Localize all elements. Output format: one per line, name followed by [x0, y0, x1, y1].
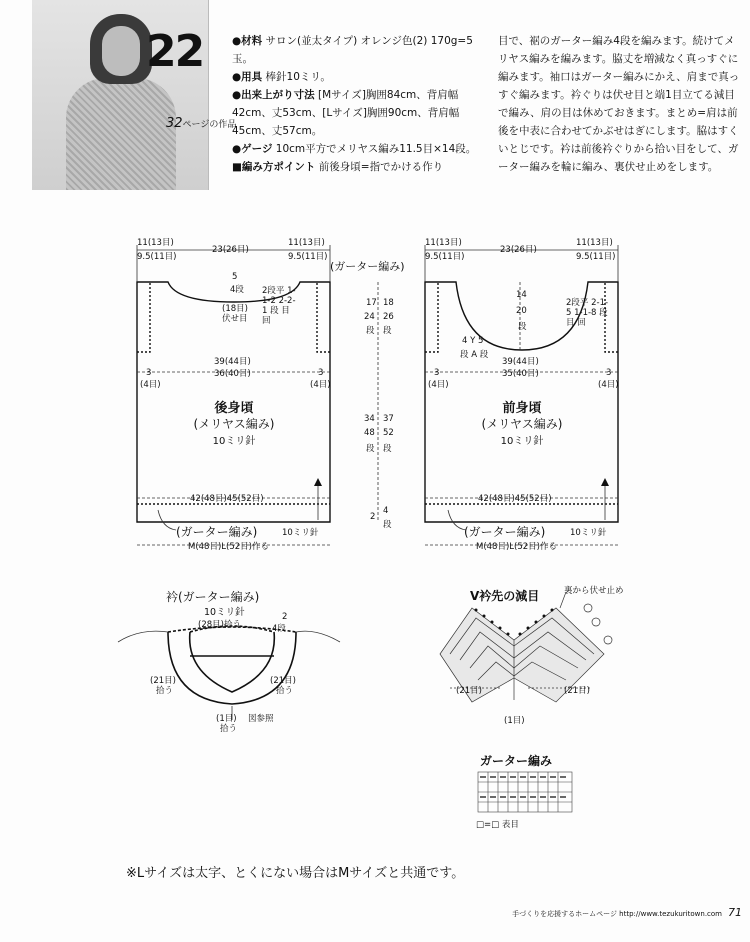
front-needle: 10ミリ針 [500, 436, 544, 447]
vneck-marker-1 [584, 604, 592, 612]
back-hem-width: 42(48目)45(52目) [190, 494, 264, 504]
points-text: 前後身頃=指でかける作り [318, 161, 444, 173]
front-hem-width: 42(48目)45(52目) [478, 494, 552, 504]
arm-label-f: 段 [383, 326, 392, 336]
body-label-a: 34 [364, 414, 375, 424]
back-top-right-label: 11(13目) [288, 238, 325, 248]
size-label: ●出来上がり寸法 [232, 89, 315, 101]
page-ref-number: 32 [166, 116, 183, 131]
body-label-c: 48 [364, 428, 375, 438]
hem-label-a: 2 [370, 512, 376, 522]
collar-right-pick-2: 拾う [276, 686, 294, 696]
body-label-f: 段 [383, 444, 392, 454]
vneck-left-label: (21目) [456, 686, 482, 696]
back-top-mid-label: 23(26目) [212, 245, 249, 255]
front-top-left-label: 11(13目) [425, 238, 462, 248]
front-hem-label: (ガーター編み) [464, 525, 546, 539]
front-hem-needle: 10ミリ針 [570, 528, 607, 538]
front-side-right: 3 [606, 368, 612, 378]
collar-left-pick: (21目) [150, 676, 176, 686]
vneck-marker-2 [592, 618, 600, 626]
front-top-left-label-2: 9.5(11目) [425, 252, 465, 262]
back-side-right-2: (4目) [310, 380, 331, 390]
vneck-center-label: (1目) [504, 716, 525, 726]
vneck-title: V衿先の減目 [470, 589, 540, 603]
hem-label-b: 4 [383, 506, 389, 516]
vneck-right-label: (21目) [564, 686, 590, 696]
front-width-l: 39(44目) [502, 357, 539, 367]
arm-label-d: 26 [383, 312, 394, 322]
back-top-right-label-2: 9.5(11目) [288, 252, 328, 262]
front-neck-decrease: 2段平 2-1-5 1-1-8 段 目 回 [566, 298, 609, 328]
body-label-b: 37 [383, 414, 394, 424]
tools-label: ●用具 [232, 71, 263, 83]
body-label-d: 52 [383, 428, 394, 438]
front-side-rows: 4 Y 5 [462, 336, 484, 346]
front-arrow-head [601, 478, 609, 486]
back-width-m: 36(40目) [214, 369, 251, 379]
vneck-marker-3 [604, 636, 612, 644]
front-neck-rows: 段 [518, 322, 527, 332]
bottom-note: ※Lサイズは太字、とくにない場合はMサイズと共通です。 [126, 866, 465, 881]
front-neck-depth: 14 [516, 290, 527, 300]
arm-label-e: 段 [366, 326, 375, 336]
collar-right-lead [296, 631, 340, 642]
points-label: ■編み方ポイント [232, 161, 316, 173]
collar-title: 衿(ガーター編み) [166, 590, 260, 604]
front-cast-on: M(48目)L(52目)作る [476, 542, 557, 552]
front-top-right-label: 11(13目) [576, 238, 613, 248]
collar-left-pick-2: 拾う [156, 686, 174, 696]
back-side-left-2: (4目) [140, 380, 161, 390]
front-side-rows-2: 段 A 段 [460, 350, 489, 360]
back-hem-pointer [158, 510, 176, 530]
collar-ref: 図参照 [248, 714, 274, 724]
hem-label-c: 段 [383, 520, 392, 530]
garter-chart-grid [478, 772, 572, 812]
back-neck-depth: 5 [232, 272, 238, 282]
garter-chart-legend: □=□ 表目 [476, 820, 519, 830]
instructions-text: 目で、裾のガーター編み4段を編みます。続けてメリヤス編みを編みます。脇丈を増減なく真っすぐに編みます。袖口はガーター編みにかえ、肩まで真っすぐ編みます。衿ぐりは伏せ目と端1目立てる減目で編み、肩の目は休めておきます。まとめ=肩は前後を中表に合わせてかぶせはぎにします。脇はすくいとじです。衿は前後衿ぐりから拾い目をして、ガーター編みを輪に編み、裏伏せ止めをします。 [498, 35, 740, 173]
gauge-text: 10cm平方でメリヤス編み11.5目×14段。 [275, 143, 477, 155]
collar-left-lead [118, 631, 168, 642]
back-hem-needle: 10ミリ針 [282, 528, 319, 538]
page-number: 71 [728, 906, 742, 919]
front-neck-depth-2: 20 [516, 306, 527, 316]
back-needle: 10ミリ針 [212, 436, 256, 447]
size-text: [Mサイズ]胸囲84cm、背肩幅42cm、丈53cm、[Lサイズ]胸囲90cm、背肩幅45cm、丈57cm。 [232, 89, 460, 137]
front-width-m: 35(40目) [502, 369, 539, 379]
body-label-e: 段 [366, 444, 375, 454]
front-title: 前身頃 [502, 401, 542, 416]
back-armhole-right [317, 282, 330, 352]
back-side-left: 3 [146, 368, 152, 378]
collar-back-pick: (28目)拾う [198, 620, 241, 630]
collar-rows-2: 4段 [272, 624, 286, 634]
back-bind-off-2: 伏せ目 [222, 314, 248, 324]
materials-label: ●材料 [232, 35, 263, 47]
collar-needle: 10ミリ針 [204, 607, 245, 618]
back-neck-decrease: 2段平 1-1-2 2-2-1 段 目 回 [262, 286, 296, 326]
front-stitch: (メリヤス編み) [481, 417, 563, 431]
back-side-right: 3 [318, 368, 324, 378]
back-armhole-left [137, 282, 150, 352]
front-side-left-2: (4目) [428, 380, 449, 390]
footer [0, 906, 742, 919]
front-side-right-2: (4目) [598, 380, 619, 390]
arm-label-a: 17 [366, 298, 377, 308]
front-armhole-left [425, 282, 438, 352]
tools-text: 棒針10ミリ。 [265, 71, 331, 83]
arm-label-b: 18 [383, 298, 394, 308]
footer-text: 手づくりを応援するホームページ http://www.tezukuritown.com [512, 910, 722, 918]
front-top-right-label-2: 9.5(11目) [576, 252, 616, 262]
garter-top-label: (ガーター編み) [330, 260, 405, 273]
collar-center-2: 拾う [220, 724, 238, 734]
pattern-number: 22 [146, 26, 204, 77]
arm-label-c: 24 [364, 312, 375, 322]
garter-purl-marks [480, 777, 570, 797]
garter-chart-title: ガーター編み [480, 754, 553, 768]
vneck-note: 裏から伏せ止め [564, 586, 624, 596]
back-hem-label: (ガーター編み) [176, 525, 258, 539]
back-title: 後身頃 [214, 401, 254, 416]
back-stitch: (メリヤス編み) [193, 417, 275, 431]
page-ref-suffix: ページの作品 [182, 120, 237, 130]
back-bind-off: (18目) [222, 304, 248, 314]
back-arrow-head [314, 478, 322, 486]
collar-rows: 2 [282, 612, 288, 622]
back-neck-rows: 4段 [230, 285, 244, 295]
back-top-left-label-2: 9.5(11目) [137, 252, 177, 262]
gauge-label: ●ゲージ [232, 143, 273, 155]
collar-center: (1目) [216, 714, 237, 724]
back-top-left-label: 11(13目) [137, 238, 174, 248]
materials-text: サロン(並太タイプ) オレンジ色(2) 170g=5玉。 [232, 35, 473, 65]
front-top-mid-label: 23(26目) [500, 245, 537, 255]
back-cast-on: M(48目)L(52目)作る [188, 542, 269, 552]
collar-inner [190, 632, 275, 692]
collar-right-pick: (21目) [270, 676, 296, 686]
front-side-left: 3 [434, 368, 440, 378]
back-width-l: 39(44目) [214, 357, 251, 367]
